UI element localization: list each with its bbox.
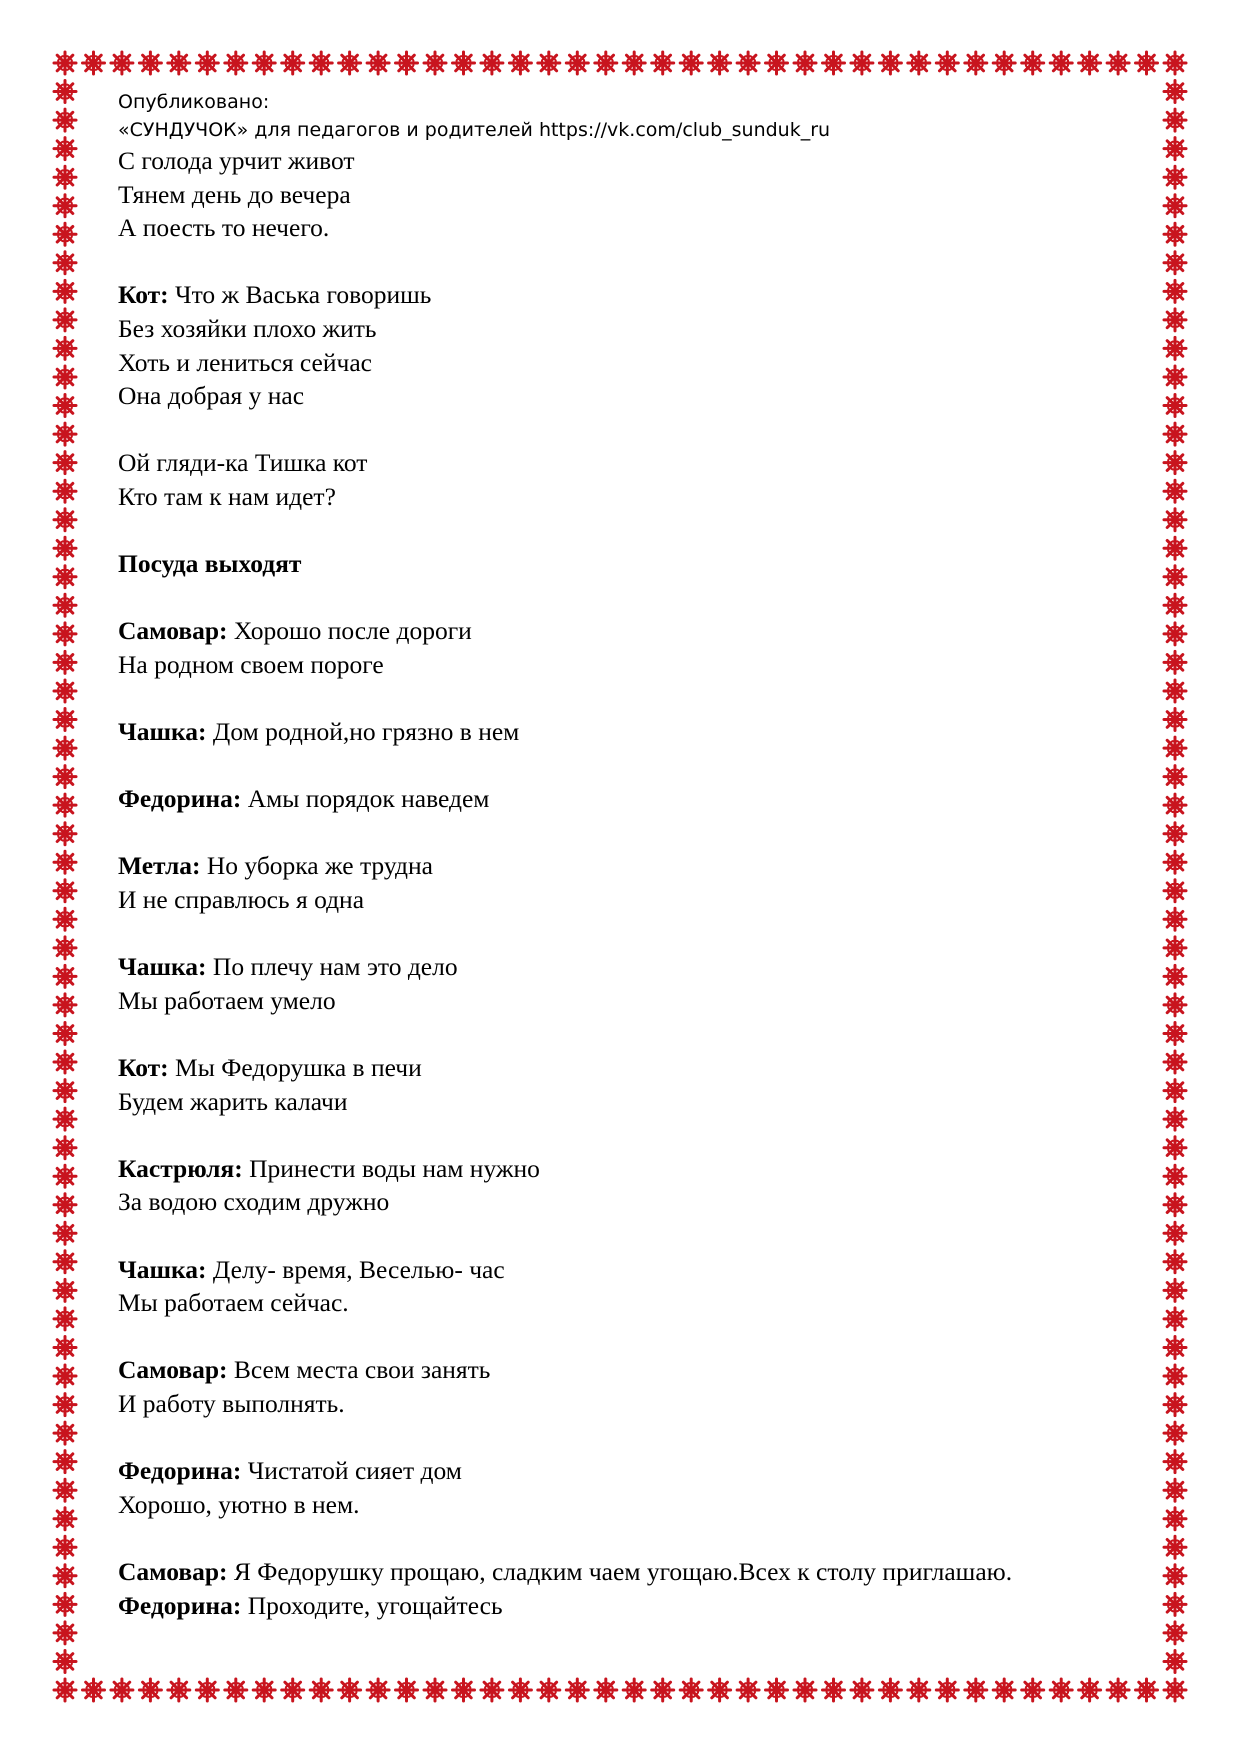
snowflake-icon	[1164, 709, 1186, 731]
snowflake-icon	[54, 1308, 76, 1330]
snowflake-icon	[1164, 651, 1186, 673]
snowflake-icon	[1164, 1108, 1186, 1130]
snowflake-icon	[111, 52, 133, 74]
snowflake-icon	[965, 52, 987, 74]
blank-line	[118, 917, 1158, 951]
snowflake-icon	[1164, 1080, 1186, 1102]
snowflake-icon	[1164, 851, 1186, 873]
snowflake-icon	[1164, 1394, 1186, 1416]
snowflake-icon	[1164, 1365, 1186, 1387]
script-line	[118, 1286, 1158, 1320]
blank-line	[118, 816, 1158, 850]
snowflake-icon	[1136, 1679, 1158, 1701]
line-text: Ой гляди-ка Тишка кот	[118, 448, 368, 478]
snowflake-icon	[54, 680, 76, 702]
speaker-name: Федорина:	[118, 784, 242, 814]
script-line	[118, 346, 1158, 380]
snowflake-icon	[54, 1023, 76, 1045]
snowflake-icon	[794, 1679, 816, 1701]
snowflake-icon	[1164, 395, 1186, 417]
script-line	[118, 144, 1158, 178]
snowflake-icon	[54, 423, 76, 445]
speaker-name: Федорина:	[118, 1590, 242, 1620]
snowflake-icon	[1022, 52, 1044, 74]
snowflake-icon	[367, 52, 389, 74]
snowflake-icon	[54, 280, 76, 302]
line-text: Кто там к нам идет?	[118, 481, 336, 511]
script-line	[118, 950, 1158, 984]
line-text: Хорошо, уютно в нем.	[118, 1489, 360, 1519]
line-text: И работу выполнять.	[118, 1388, 345, 1418]
line-text: Мы работаем сейчас.	[118, 1288, 349, 1318]
speaker-name: Кот:	[118, 280, 169, 310]
snowflake-icon	[225, 52, 247, 74]
snowflake-icon	[1164, 195, 1186, 217]
snowflake-icon	[709, 1679, 731, 1701]
snowflake-icon	[1107, 52, 1129, 74]
script-line	[118, 1454, 1158, 1488]
snowflake-icon	[54, 965, 76, 987]
snowflake-icon	[1079, 52, 1101, 74]
snowflake-icon	[1164, 109, 1186, 131]
snowflake-icon	[54, 109, 76, 131]
snowflake-icon	[737, 1679, 759, 1701]
line-text: Дом родной,но грязно в нем	[206, 717, 520, 747]
snowflake-icon	[509, 1679, 531, 1701]
snowflake-icon	[1164, 1451, 1186, 1473]
snowflake-icon	[936, 1679, 958, 1701]
snowflake-icon	[54, 1451, 76, 1473]
line-text: Я Федорушку прощаю, сладким чаем угощаю.Всех к столу приглашаю.	[227, 1556, 1013, 1586]
snowflake-icon	[1050, 1679, 1072, 1701]
snowflake-icon	[54, 1165, 76, 1187]
blank-line	[118, 581, 1158, 615]
snowflake-icon	[1164, 366, 1186, 388]
script-line	[118, 1085, 1158, 1119]
snowflake-icon	[1164, 1622, 1186, 1644]
snowflake-icon	[282, 52, 304, 74]
snowflake-icon	[1164, 965, 1186, 987]
snowflake-icon	[54, 366, 76, 388]
speaker-name: Самовар:	[118, 1355, 228, 1385]
blank-line	[118, 682, 1158, 716]
snowflake-icon	[1164, 1137, 1186, 1159]
blank-line	[118, 1017, 1158, 1051]
blank-line	[118, 245, 1158, 279]
script-line	[118, 547, 1158, 581]
snowflake-icon	[1164, 223, 1186, 245]
snowflake-icon	[879, 52, 901, 74]
blank-line	[118, 1521, 1158, 1555]
script-line	[118, 715, 1158, 749]
blank-line	[118, 1320, 1158, 1354]
snowflake-icon	[1164, 81, 1186, 103]
snowflake-icon	[54, 1651, 76, 1673]
speaker-name: Посуда выходят	[118, 549, 302, 579]
snowflake-icon	[1164, 423, 1186, 445]
snowflake-icon	[1164, 1593, 1186, 1615]
line-text: И не справлюсь я одна	[118, 885, 365, 915]
snowflake-icon	[509, 52, 531, 74]
snowflake-icon	[253, 1679, 275, 1701]
snowflake-icon	[54, 195, 76, 217]
line-text: Без хозяйки плохо жить	[118, 313, 377, 343]
script-line	[118, 1253, 1158, 1287]
snowflake-icon	[1164, 309, 1186, 331]
script-line	[118, 178, 1158, 212]
snowflake-icon	[310, 52, 332, 74]
snowflake-icon	[54, 908, 76, 930]
snowflake-icon	[1164, 1251, 1186, 1273]
snowflake-icon	[1164, 994, 1186, 1016]
snowflake-icon	[794, 52, 816, 74]
snowflake-icon	[367, 1679, 389, 1701]
snowflake-icon	[54, 1222, 76, 1244]
publication-label: Опубликовано:	[118, 91, 270, 113]
snowflake-icon	[1164, 280, 1186, 302]
snowflake-icon	[225, 1679, 247, 1701]
script-line	[118, 883, 1158, 917]
snowflake-icon	[766, 1679, 788, 1701]
snowflake-icon	[1022, 1679, 1044, 1701]
line-text: А поесть то нечего.	[118, 213, 330, 243]
snowflake-icon	[823, 1679, 845, 1701]
script-line	[118, 782, 1158, 816]
script-line	[118, 379, 1158, 413]
snowflake-icon	[1164, 1023, 1186, 1045]
snowflake-icon	[54, 880, 76, 902]
snowflake-icon	[83, 1679, 105, 1701]
snowflake-icon	[1164, 138, 1186, 160]
snowflake-icon	[54, 1422, 76, 1444]
snowflake-icon	[566, 1679, 588, 1701]
snowflake-icon	[993, 1679, 1015, 1701]
snowflake-icon	[1164, 1565, 1186, 1587]
snowflake-icon	[1164, 794, 1186, 816]
snowflake-icon	[1107, 1679, 1129, 1701]
snowflake-icon	[1164, 1051, 1186, 1073]
line-text: На родном своем пороге	[118, 649, 384, 679]
snowflake-icon	[1079, 1679, 1101, 1701]
script-line	[118, 446, 1158, 480]
document-content	[118, 88, 1158, 1622]
snowflake-icon	[339, 1679, 361, 1701]
speaker-name: Метла:	[118, 851, 201, 881]
blank-line	[118, 1421, 1158, 1455]
line-text: Хорошо после дороги	[227, 616, 472, 646]
snowflake-icon	[1164, 509, 1186, 531]
script-line	[118, 1488, 1158, 1522]
snowflake-icon	[54, 1536, 76, 1558]
line-text: По плечу нам это дело	[206, 952, 458, 982]
script-line	[118, 1051, 1158, 1085]
line-text: Тянем день до вечера	[118, 179, 351, 209]
line-text: Проходите, угощайтесь	[241, 1590, 503, 1620]
snowflake-icon	[1164, 623, 1186, 645]
snowflake-icon	[652, 1679, 674, 1701]
snowflake-icon	[54, 1479, 76, 1501]
line-text: Мы Федорушка в печи	[168, 1053, 422, 1083]
snowflake-icon	[54, 1394, 76, 1416]
snowflake-icon	[1164, 937, 1186, 959]
line-text: Хоть и лениться сейчас	[118, 347, 372, 377]
snowflake-icon	[54, 994, 76, 1016]
snowflake-icon	[168, 1679, 190, 1701]
script-line	[118, 1387, 1158, 1421]
snowflake-icon	[1164, 908, 1186, 930]
snowflake-icon	[1164, 52, 1186, 74]
snowflake-icon	[481, 52, 503, 74]
snowflake-icon	[1164, 452, 1186, 474]
snowflake-icon	[54, 1080, 76, 1102]
script-lines	[118, 144, 1158, 1622]
line-text: Амы порядок наведем	[241, 784, 490, 814]
snowflake-icon	[595, 1679, 617, 1701]
snowflake-icon	[538, 52, 560, 74]
snowflake-icon	[1164, 480, 1186, 502]
speaker-name: Кот:	[118, 1053, 169, 1083]
snowflake-icon	[253, 52, 275, 74]
snowflake-icon	[54, 509, 76, 531]
snowflake-icon	[139, 1679, 161, 1701]
snowflake-icon	[111, 1679, 133, 1701]
snowflake-icon	[54, 1137, 76, 1159]
snowflake-icon	[54, 138, 76, 160]
snowflake-icon	[566, 52, 588, 74]
snowflake-icon	[1164, 1337, 1186, 1359]
snowflake-icon	[54, 937, 76, 959]
snowflake-icon	[623, 52, 645, 74]
speaker-name: Чашка:	[118, 1254, 207, 1284]
snowflake-icon	[1164, 1308, 1186, 1330]
snowflake-icon	[54, 766, 76, 788]
snowflake-icon	[54, 52, 76, 74]
snowflake-icon	[168, 52, 190, 74]
blank-line	[118, 1118, 1158, 1152]
blank-line	[118, 514, 1158, 548]
script-line	[118, 278, 1158, 312]
line-text: Всем места свои занять	[227, 1355, 491, 1385]
line-text: Принести воды нам нужно	[242, 1153, 540, 1183]
snowflake-icon	[1164, 1165, 1186, 1187]
script-line	[118, 984, 1158, 1018]
snowflake-icon	[1164, 680, 1186, 702]
snowflake-icon	[196, 52, 218, 74]
script-line	[118, 211, 1158, 245]
snowflake-icon	[1164, 566, 1186, 588]
snowflake-icon	[737, 52, 759, 74]
snowflake-icon	[1164, 823, 1186, 845]
snowflake-icon	[1164, 537, 1186, 559]
snowflake-icon	[1164, 880, 1186, 902]
line-text: Что ж Васька говоришь	[168, 280, 432, 310]
snowflake-icon	[54, 452, 76, 474]
snowflake-icon	[54, 480, 76, 502]
speaker-name: Федорина:	[118, 1456, 242, 1486]
snowflake-icon	[1164, 1194, 1186, 1216]
snowflake-icon	[310, 1679, 332, 1701]
snowflake-icon	[54, 566, 76, 588]
snowflake-icon	[936, 52, 958, 74]
snowflake-icon	[680, 52, 702, 74]
line-text: Она добрая у нас	[118, 381, 305, 411]
script-line	[118, 1589, 1158, 1623]
snowflake-icon	[54, 651, 76, 673]
snowflake-icon	[851, 52, 873, 74]
snowflake-icon	[680, 1679, 702, 1701]
script-line	[118, 312, 1158, 346]
script-line	[118, 1185, 1158, 1219]
snowflake-icon	[54, 1679, 76, 1701]
snowflake-icon	[54, 395, 76, 417]
snowflake-icon	[965, 1679, 987, 1701]
snowflake-icon	[1136, 52, 1158, 74]
publication-source: «СУНДУЧОК» для педагогов и родителей https://vk.com/club_sunduk_ru	[118, 119, 831, 141]
snowflake-icon	[652, 52, 674, 74]
blank-line	[118, 413, 1158, 447]
snowflake-icon	[54, 223, 76, 245]
snowflake-icon	[424, 1679, 446, 1701]
snowflake-icon	[709, 52, 731, 74]
snowflake-icon	[54, 1365, 76, 1387]
snowflake-icon	[1164, 766, 1186, 788]
snowflake-icon	[1164, 1536, 1186, 1558]
script-line	[118, 480, 1158, 514]
speaker-name: Самовар:	[118, 616, 228, 646]
snowflake-icon	[1164, 1279, 1186, 1301]
snowflake-icon	[54, 823, 76, 845]
script-line	[118, 1555, 1158, 1589]
snowflake-icon	[83, 52, 105, 74]
snowflake-icon	[1050, 52, 1072, 74]
snowflake-icon	[424, 52, 446, 74]
snowflake-icon	[54, 1194, 76, 1216]
snowflake-icon	[1164, 252, 1186, 274]
snowflake-icon	[1164, 1508, 1186, 1530]
line-text: Чистатой сияет дом	[241, 1456, 462, 1486]
snowflake-icon	[993, 52, 1015, 74]
snowflake-icon	[54, 252, 76, 274]
script-line	[118, 614, 1158, 648]
snowflake-icon	[54, 1508, 76, 1530]
snowflake-icon	[54, 337, 76, 359]
snowflake-icon	[54, 709, 76, 731]
speaker-name: Чашка:	[118, 952, 207, 982]
snowflake-icon	[908, 1679, 930, 1701]
snowflake-icon	[54, 1251, 76, 1273]
blank-line	[118, 749, 1158, 783]
snowflake-icon	[766, 52, 788, 74]
script-line	[118, 648, 1158, 682]
snowflake-icon	[481, 1679, 503, 1701]
snowflake-icon	[1164, 594, 1186, 616]
line-text: Но уборка же трудна	[200, 851, 433, 881]
snowflake-icon	[823, 52, 845, 74]
snowflake-icon	[282, 1679, 304, 1701]
snowflake-icon	[879, 1679, 901, 1701]
snowflake-icon	[538, 1679, 560, 1701]
snowflake-icon	[1164, 1651, 1186, 1673]
snowflake-icon	[1164, 166, 1186, 188]
snowflake-icon	[54, 1622, 76, 1644]
snowflake-icon	[54, 1565, 76, 1587]
snowflake-icon	[851, 1679, 873, 1701]
line-text: Будем жарить калачи	[118, 1086, 348, 1116]
snowflake-icon	[54, 537, 76, 559]
snowflake-icon	[908, 52, 930, 74]
snowflake-icon	[1164, 337, 1186, 359]
speaker-name: Самовар:	[118, 1556, 228, 1586]
speaker-name: Чашка:	[118, 717, 207, 747]
script-line	[118, 849, 1158, 883]
line-text: Делу- время, Веселью- час	[206, 1254, 505, 1284]
snowflake-icon	[196, 1679, 218, 1701]
speaker-name: Кастрюля:	[118, 1153, 243, 1183]
snowflake-icon	[54, 1108, 76, 1130]
snowflake-icon	[1164, 1479, 1186, 1501]
snowflake-icon	[54, 1051, 76, 1073]
snowflake-icon	[1164, 1422, 1186, 1444]
snowflake-icon	[54, 1337, 76, 1359]
snowflake-icon	[1164, 737, 1186, 759]
snowflake-icon	[54, 851, 76, 873]
snowflake-icon	[54, 594, 76, 616]
snowflake-icon	[54, 623, 76, 645]
script-line	[118, 1152, 1158, 1186]
snowflake-icon	[54, 1279, 76, 1301]
snowflake-icon	[623, 1679, 645, 1701]
line-text: С голода урчит живот	[118, 146, 355, 175]
line-text: За водою сходим дружно	[118, 1187, 390, 1217]
snowflake-icon	[339, 52, 361, 74]
snowflake-icon	[54, 737, 76, 759]
snowflake-icon	[396, 52, 418, 74]
snowflake-icon	[595, 52, 617, 74]
line-text: Мы работаем умело	[118, 985, 336, 1015]
snowflake-icon	[453, 52, 475, 74]
blank-line	[118, 1219, 1158, 1253]
snowflake-icon	[54, 1593, 76, 1615]
snowflake-icon	[396, 1679, 418, 1701]
snowflake-icon	[1164, 1679, 1186, 1701]
snowflake-icon	[54, 309, 76, 331]
script-line	[118, 1353, 1158, 1387]
snowflake-icon	[1164, 1222, 1186, 1244]
snowflake-icon	[453, 1679, 475, 1701]
snowflake-icon	[54, 166, 76, 188]
snowflake-icon	[139, 52, 161, 74]
snowflake-icon	[54, 794, 76, 816]
snowflake-icon	[54, 81, 76, 103]
